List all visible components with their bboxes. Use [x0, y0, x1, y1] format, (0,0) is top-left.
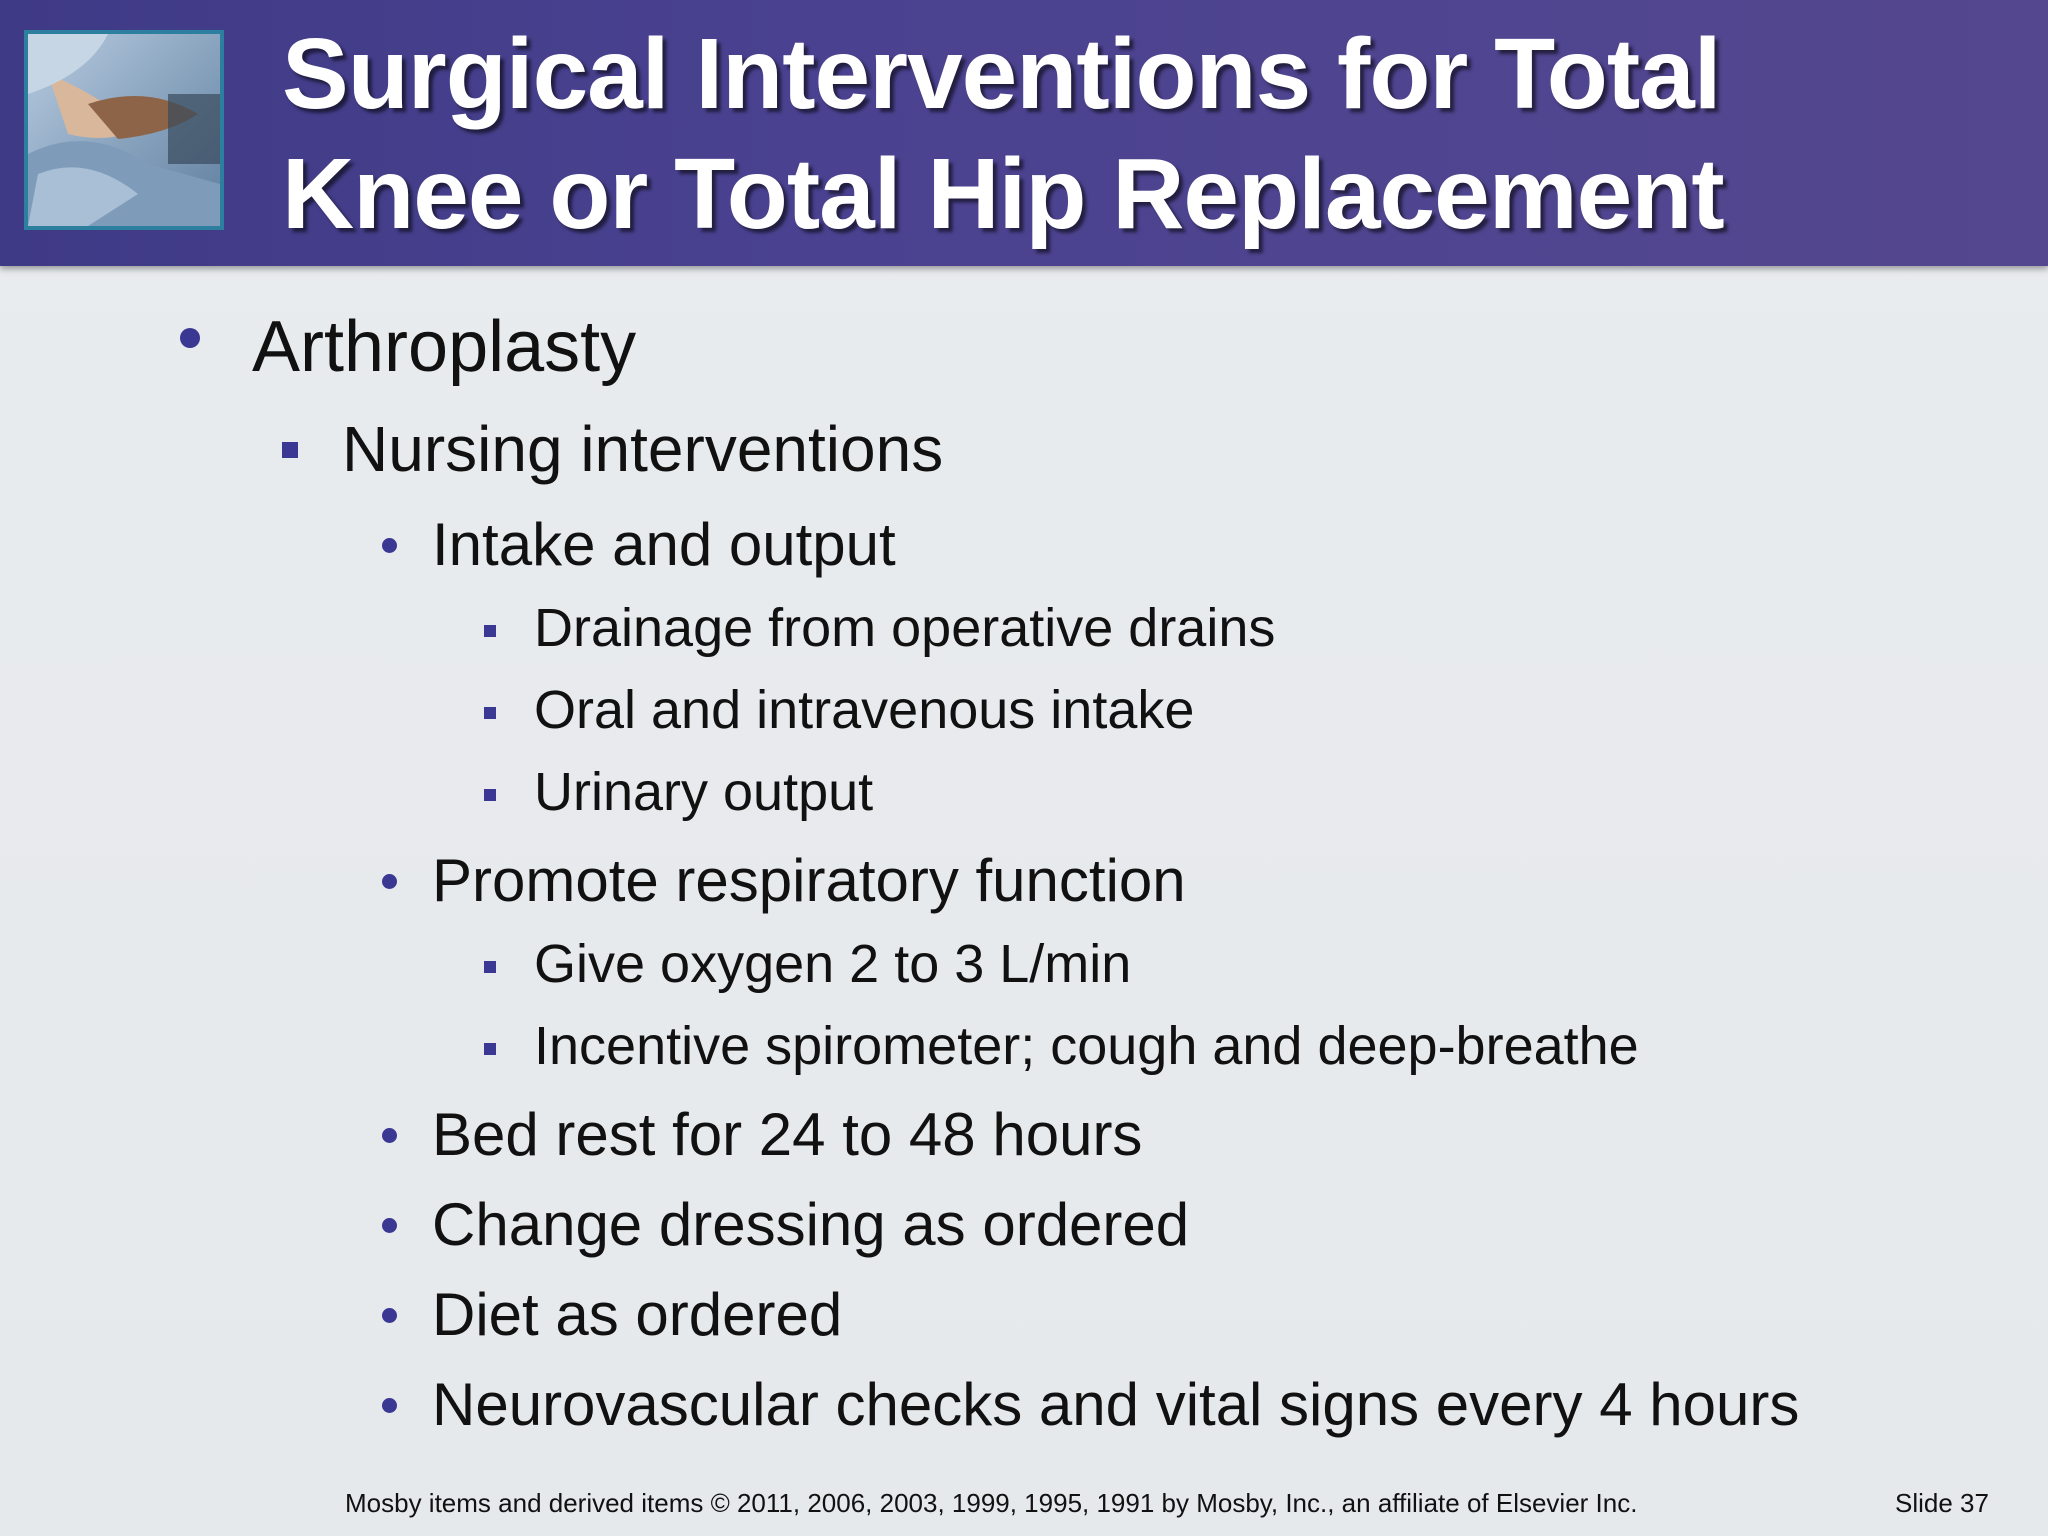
copyright-footer: Mosby items and derived items © 2011, 2006, 2003, 1999, 1995, 1991 by Mosby, Inc., an affiliate of Elsevier Inc. — [345, 1488, 1638, 1518]
title-bar — [0, 0, 2048, 266]
list-item-label: Bed rest for 24 to 48 hours — [432, 1101, 1143, 1168]
list-item-label: Nursing interventions — [342, 413, 944, 485]
list-item-label: Incentive spirometer; cough and deep-breathe — [534, 1016, 1639, 1076]
title-line-2: Knee or Total Hip Replacement — [282, 138, 1724, 250]
list-item-label: Oral and intravenous intake — [534, 680, 1195, 740]
bullet-dot-icon — [382, 1218, 397, 1233]
list-item-label: Change dressing as ordered — [432, 1191, 1190, 1258]
bullet-square-icon — [484, 625, 496, 637]
bullet-square-icon — [484, 789, 496, 801]
bullet-dot-icon — [382, 874, 397, 889]
list-item-label: Neurovascular checks and vital signs every 4 hours — [432, 1371, 1800, 1438]
hands-photo-icon — [24, 30, 224, 230]
slide-title — [282, 14, 2002, 254]
bullet-square-icon — [484, 707, 496, 719]
slide-number: Slide 37 — [1895, 1488, 1989, 1518]
bullet-square-icon — [484, 961, 496, 973]
title-line-1: Surgical Interventions for Total — [282, 18, 1721, 130]
list-item-label: Give oxygen 2 to 3 L/min — [534, 934, 1132, 994]
bullet-dot-icon — [382, 538, 397, 553]
list-item-label: Promote respiratory function — [432, 847, 1186, 914]
list-item-label: Drainage from operative drains — [534, 598, 1276, 658]
bullet-dot-icon — [382, 1308, 397, 1323]
bullet-dot-icon — [382, 1398, 397, 1413]
list-item-label: Diet as ordered — [432, 1281, 843, 1348]
list-item-label: Urinary output — [534, 762, 874, 822]
list-item-label: Intake and output — [432, 511, 896, 578]
bullet-dot-icon — [382, 1128, 397, 1143]
bullet-square-icon — [282, 442, 298, 458]
bullet-dot-icon — [180, 328, 200, 348]
bullet-square-icon — [484, 1043, 496, 1055]
list-item-label: Arthroplasty — [252, 307, 637, 387]
